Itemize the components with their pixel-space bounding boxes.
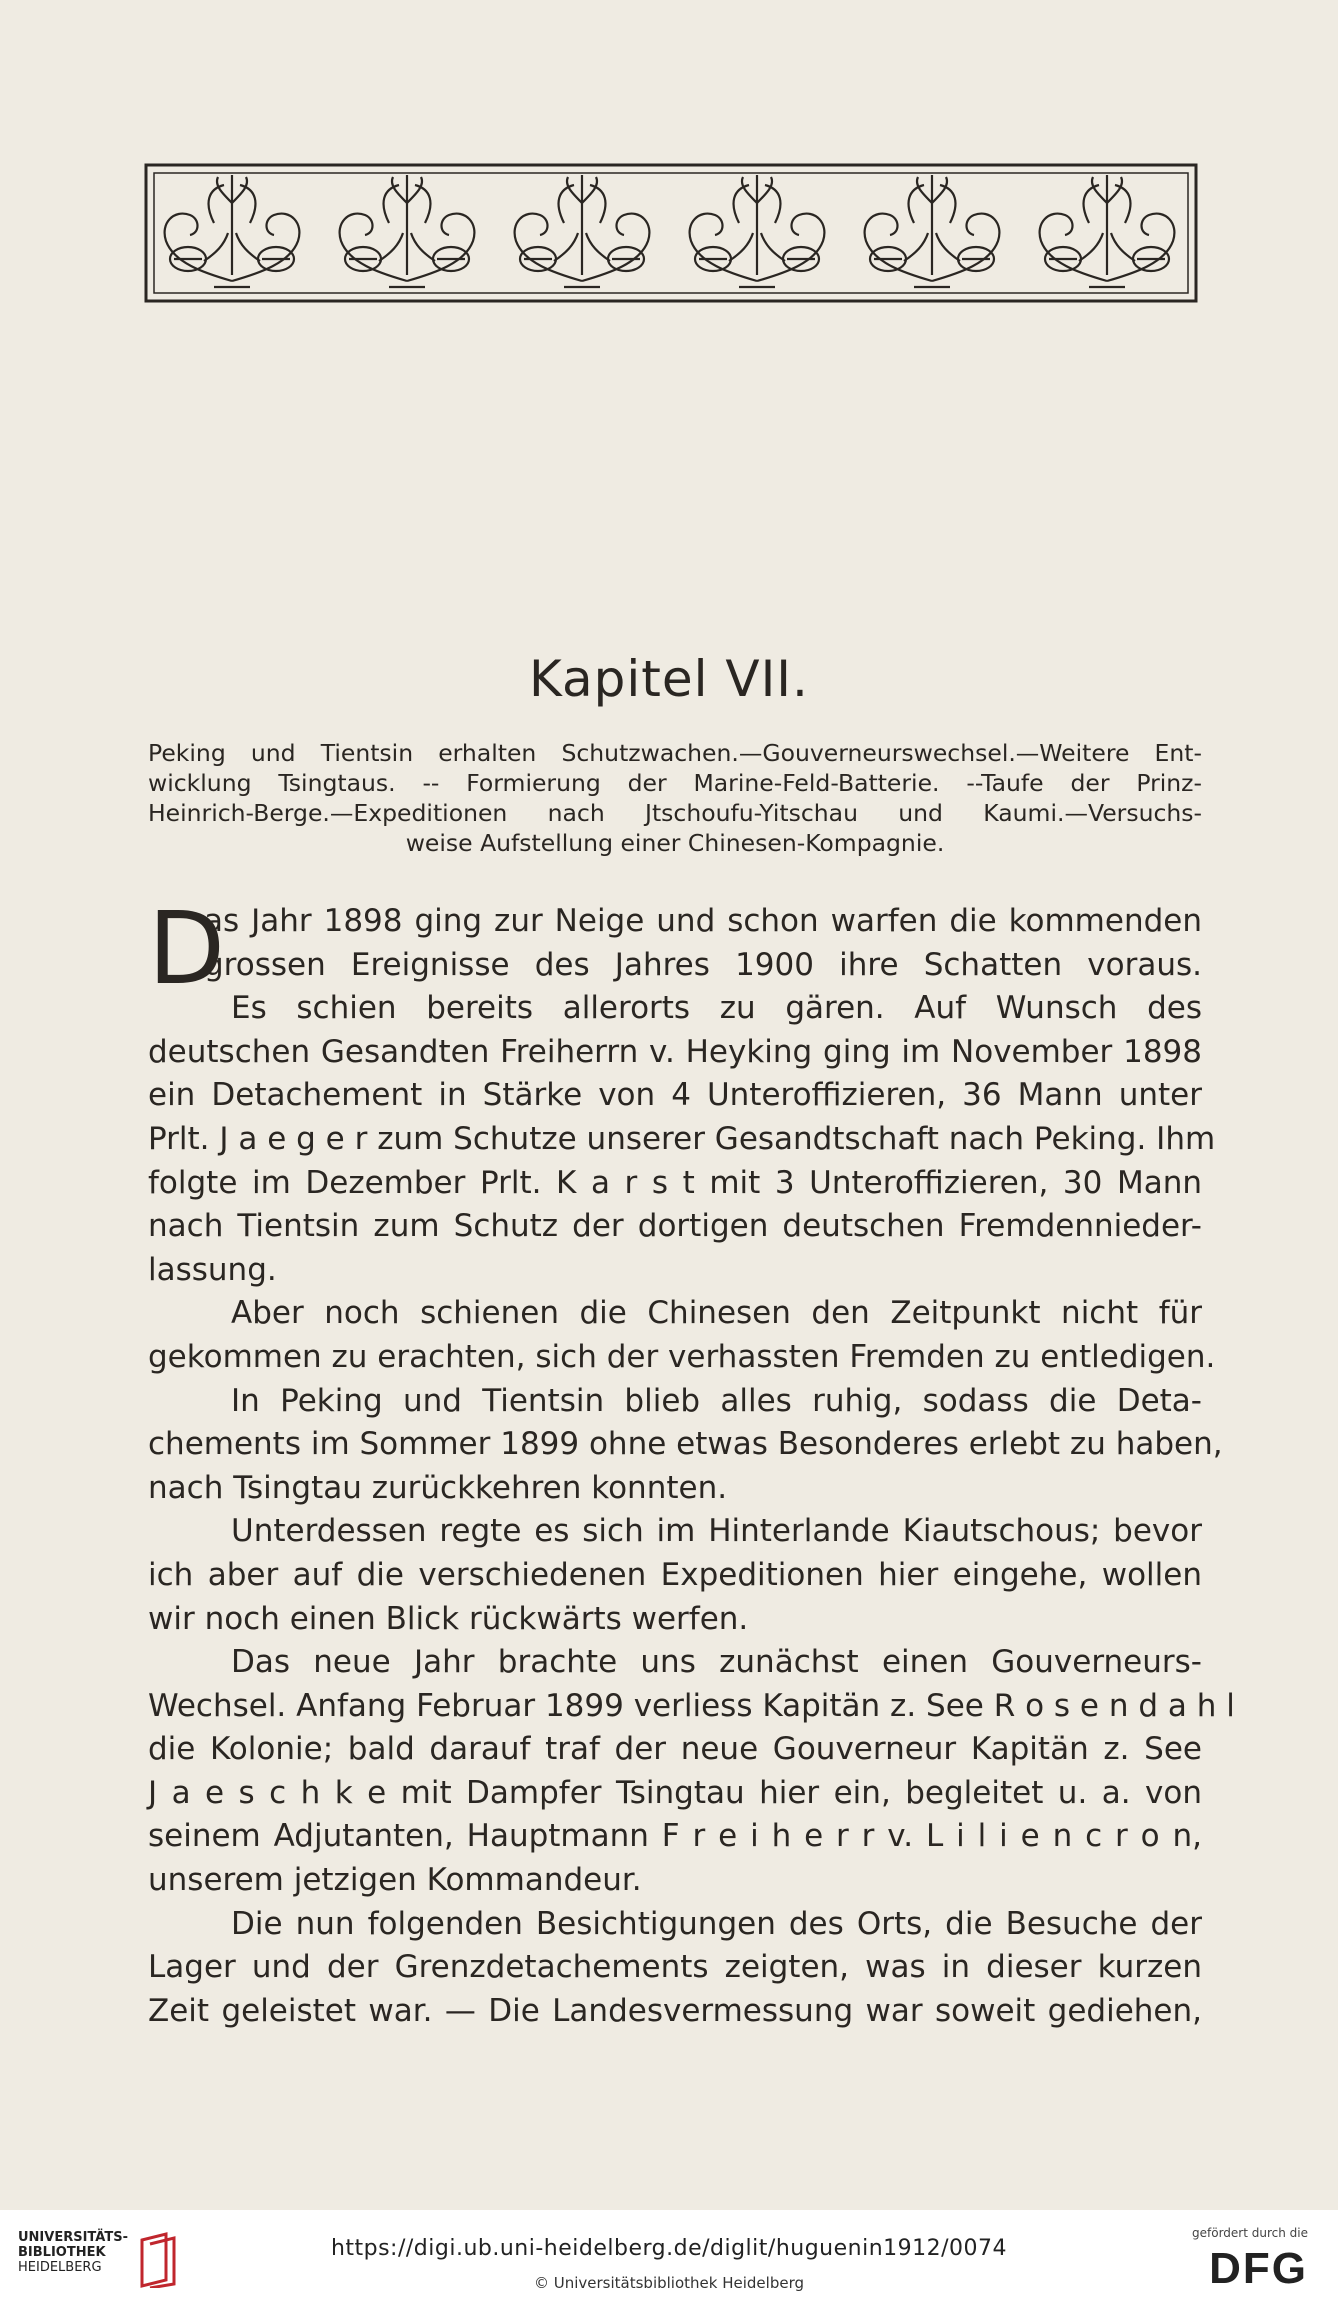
text-line: Wechsel. Anfang Februar 1899 verliess Kapitän z. See R o s e n d a h l [148, 1687, 1235, 1724]
summary-line: weise Aufstellung einer Chinesen-Kompagnie. [405, 829, 945, 857]
funding-label: gefördert durch die [1192, 2226, 1308, 2240]
text-line: Unterdessen regte es sich im Hinterlande Kiautschous; bevor [231, 1513, 1202, 1550]
chapter-title: Kapitel VII. [529, 650, 809, 708]
text-line: unserem jetzigen Kommandeur. [148, 1862, 642, 1899]
chapter-summary [148, 738, 1202, 858]
library-name-line: HEIDELBERG [18, 2260, 102, 2275]
text-line: as Jahr 1898 ging zur Neige und schon warfen die kommenden [204, 903, 1202, 939]
text-line: Aber noch schienen die Chinesen den Zeitpunkt nicht für [231, 1295, 1202, 1332]
ornamental-header-band [144, 163, 1198, 303]
text-line: Lager und der Grenzdetachements zeigten, was in dieser kurzen [148, 1949, 1202, 1986]
text-line: chements im Sommer 1899 ohne etwas Besonderes erlebt zu haben, [148, 1426, 1223, 1463]
copyright-notice: © Universitätsbibliothek Heidelberg [533, 2274, 804, 2292]
text-line: Es schien bereits allerorts zu gären. Auf Wunsch des [231, 990, 1202, 1027]
text-line: ein Detachement in Stärke von 4 Unteroffizieren, 36 Mann unter [148, 1077, 1202, 1114]
summary-line: Heinrich-Berge.—Expeditionen nach Jtschoufu-Yitschau und Kaumi.—Versuchs- [148, 799, 1202, 827]
summary-line: Peking und Tientsin erhalten Schutzwachen.—Gouverneurswechsel.—Weitere Ent- [148, 739, 1202, 767]
body-text [148, 890, 1235, 2033]
text-line: ich aber auf die verschiedenen Expeditionen hier eingehe, wollen [148, 1556, 1202, 1593]
text-line: gekommen zu erachten, sich der verhassten Fremden zu entledigen. [148, 1338, 1216, 1375]
text-line: die Kolonie; bald darauf traf der neue Gouverneur Kapitän z. See [148, 1731, 1202, 1768]
text-line: lassung. [148, 1251, 277, 1288]
summary-line: wicklung Tsingtaus. -- Formierung der Marine-Feld-Batterie. --Taufe der Prinz- [148, 769, 1202, 797]
text-line: seinem Adjutanten, Hauptmann F r e i h e r r v. L i l i e n c r o n, [148, 1818, 1202, 1855]
text-line: deutschen Gesandten Freiherrn v. Heyking ging im November 1898 [148, 1033, 1202, 1070]
text-line: Prlt. J a e g e r zum Schutze unserer Gesandtschaft nach Peking. Ihm [148, 1120, 1216, 1157]
text-line: folgte im Dezember Prlt. K a r s t mit 3 Unteroffizieren, 30 Mann [148, 1164, 1202, 1201]
text-line: In Peking und Tientsin blieb alles ruhig, sodass die Deta- [231, 1382, 1202, 1419]
drop-cap: D [148, 890, 226, 1007]
permalink-url[interactable]: https://digi.ub.uni-heidelberg.de/diglit/huguenin1912/0074 [330, 2236, 1008, 2261]
library-name-line: UNIVERSITÄTS- [18, 2230, 128, 2245]
text-line: nach Tientsin zum Schutz der dortigen deutschen Fremdennieder- [148, 1208, 1202, 1245]
library-name-line: BIBLIOTHEK [18, 2245, 106, 2260]
text-line: Die nun folgenden Besichtigungen des Orts, die Besuche der [231, 1905, 1202, 1942]
text-line: J a e s c h k e mit Dampfer Tsingtau hier ein, begleitet u. a. von [148, 1774, 1202, 1811]
dfg-logo: DFG [1209, 2244, 1308, 2293]
text-line: nach Tsingtau zurückkehren konnten. [148, 1469, 728, 1506]
viewer-footer [0, 2210, 1338, 2306]
text-line: grossen Ereignisse des Jahres 1900 ihre Schatten voraus. [204, 946, 1202, 983]
text-line: Das neue Jahr brachte uns zunächst einen Gouverneurs- [231, 1644, 1202, 1681]
text-line: Zeit geleistet war. — Die Landesvermessung war soweit gediehen, [148, 1992, 1202, 2029]
text-line: wir noch einen Blick rückwärts werfen. [148, 1600, 749, 1637]
